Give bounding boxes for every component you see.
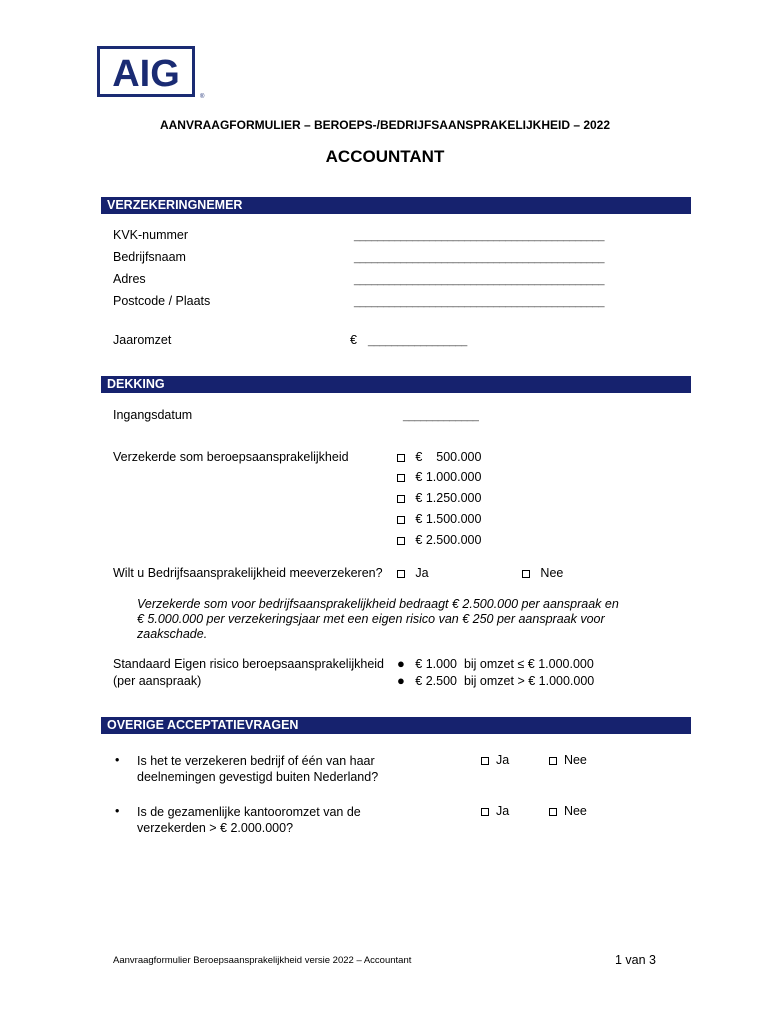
checkbox[interactable] (397, 537, 405, 545)
checkbox[interactable] (397, 454, 405, 462)
company-name-label: Bedrijfsnaam (113, 250, 186, 264)
no-label: Nee (563, 804, 587, 818)
bullet: • (115, 804, 120, 818)
aig-logo (97, 46, 195, 97)
business-liability-question: Wilt u Bedrijfsaansprakelijkheid meeverzekeren? (113, 566, 383, 580)
deductible-item (397, 656, 594, 671)
form-title: AANVRAAGFORMULIER – BEROEPS-/BEDRIJFSAANSPRAKELIJKHEID – 2022 (159, 118, 611, 132)
insured-sum-option[interactable] (397, 533, 481, 547)
kvk-label: KVK-nummer (113, 228, 189, 242)
question-line: Is de gezamenlijke kantooromzet van de (137, 805, 361, 819)
postcode-field[interactable]: ___________________________________________ (354, 296, 605, 308)
insured-sum-option[interactable] (397, 450, 481, 464)
bullet: • (115, 753, 120, 767)
note-line: € 5.000.000 per verzekeringsjaar met een eigen risico van € 250 per aanspraak voor (137, 612, 605, 626)
checkbox[interactable] (397, 474, 405, 482)
checkbox[interactable] (397, 516, 405, 524)
deductible-condition: bij omzet ≤ € 1.000.000 (463, 657, 594, 671)
checkbox[interactable] (522, 570, 530, 578)
option-label: € 500.000 (415, 450, 482, 464)
bullet: ● (397, 656, 405, 671)
aig-logo-text: AIG (112, 52, 180, 91)
bullet: ● (397, 673, 405, 688)
checkbox[interactable] (549, 757, 557, 765)
note-line: zaakschade. (137, 627, 208, 641)
insured-sum-option[interactable] (397, 491, 481, 505)
section-policyholder-heading: VERZEKERINGNEMER (101, 197, 691, 214)
turnover-currency: € (350, 333, 357, 347)
checkbox[interactable] (481, 808, 489, 816)
checkbox[interactable] (549, 808, 557, 816)
postcode-label: Postcode / Plaats (113, 294, 211, 308)
yes-label: Ja (495, 753, 510, 767)
option-label: € 1.250.000 (415, 491, 482, 505)
question-line: deelnemingen gevestigd buiten Nederland? (137, 770, 379, 784)
option-label: € 2.500.000 (415, 533, 482, 547)
footer-title: Aanvraagformulier Beroepsaansprakelijkheid versie 2022 – Accountant (113, 955, 412, 966)
start-date-label: Ingangsdatum (113, 408, 193, 422)
business-liability-yes[interactable] (397, 566, 429, 580)
turnover-field[interactable]: _________________ (368, 335, 467, 347)
registered-mark: ® (200, 94, 205, 100)
question-office-turnover-yes[interactable] (481, 804, 509, 818)
option-label: € 1.500.000 (415, 512, 482, 526)
address-label: Adres (113, 272, 146, 286)
yes-label: Ja (495, 804, 510, 818)
deductible-label (113, 656, 384, 690)
insured-sum-label: Verzekerde som beroepsaansprakelijkheid (113, 450, 349, 464)
question-line: verzekerden > € 2.000.000? (137, 821, 294, 835)
question-abroad-yes[interactable] (481, 753, 509, 767)
no-label: Nee (540, 566, 564, 580)
form-subtitle: ACCOUNTANT (325, 147, 445, 166)
note-line: Verzekerde som voor bedrijfsaansprakelijkheid bedraagt € 2.500.000 per aanspraak en (137, 597, 619, 611)
option-label: € 1.000.000 (415, 470, 482, 484)
checkbox[interactable] (397, 495, 405, 503)
aig-logo-mark (104, 53, 188, 91)
question-office-turnover (137, 804, 361, 836)
coverage-note (137, 597, 637, 642)
question-office-turnover-no[interactable] (549, 804, 587, 818)
insured-sum-option[interactable] (397, 470, 481, 484)
deductible-condition: bij omzet > € 1.000.000 (463, 674, 595, 688)
kvk-field[interactable]: ___________________________________________ (354, 230, 605, 242)
page-number: 1 van 3 (615, 953, 657, 967)
start-date-field[interactable]: _____________ (403, 410, 479, 422)
deductible-label-line: Standaard Eigen risico beroepsaansprakelijkheid (113, 657, 385, 671)
section-other-heading: OVERIGE ACCEPTATIEVRAGEN (101, 717, 691, 734)
no-label: Nee (563, 753, 587, 767)
company-name-field[interactable]: ___________________________________________ (354, 252, 605, 264)
question-abroad (137, 753, 378, 785)
checkbox[interactable] (397, 570, 405, 578)
deductible-item (397, 673, 594, 688)
deductible-amount: € 1.000 (415, 657, 457, 671)
business-liability-no[interactable] (522, 566, 563, 580)
deductible-label-line: (per aanspraak) (113, 674, 202, 688)
question-abroad-no[interactable] (549, 753, 587, 767)
question-line: Is het te verzekeren bedrijf of één van haar (137, 754, 375, 768)
yes-label: Ja (415, 566, 429, 580)
insured-sum-option[interactable] (397, 512, 481, 526)
address-field[interactable]: ___________________________________________ (354, 274, 605, 286)
turnover-label: Jaaromzet (113, 333, 172, 347)
deductible-amount: € 2.500 (415, 674, 457, 688)
section-coverage-heading: DEKKING (101, 376, 691, 393)
checkbox[interactable] (481, 757, 489, 765)
